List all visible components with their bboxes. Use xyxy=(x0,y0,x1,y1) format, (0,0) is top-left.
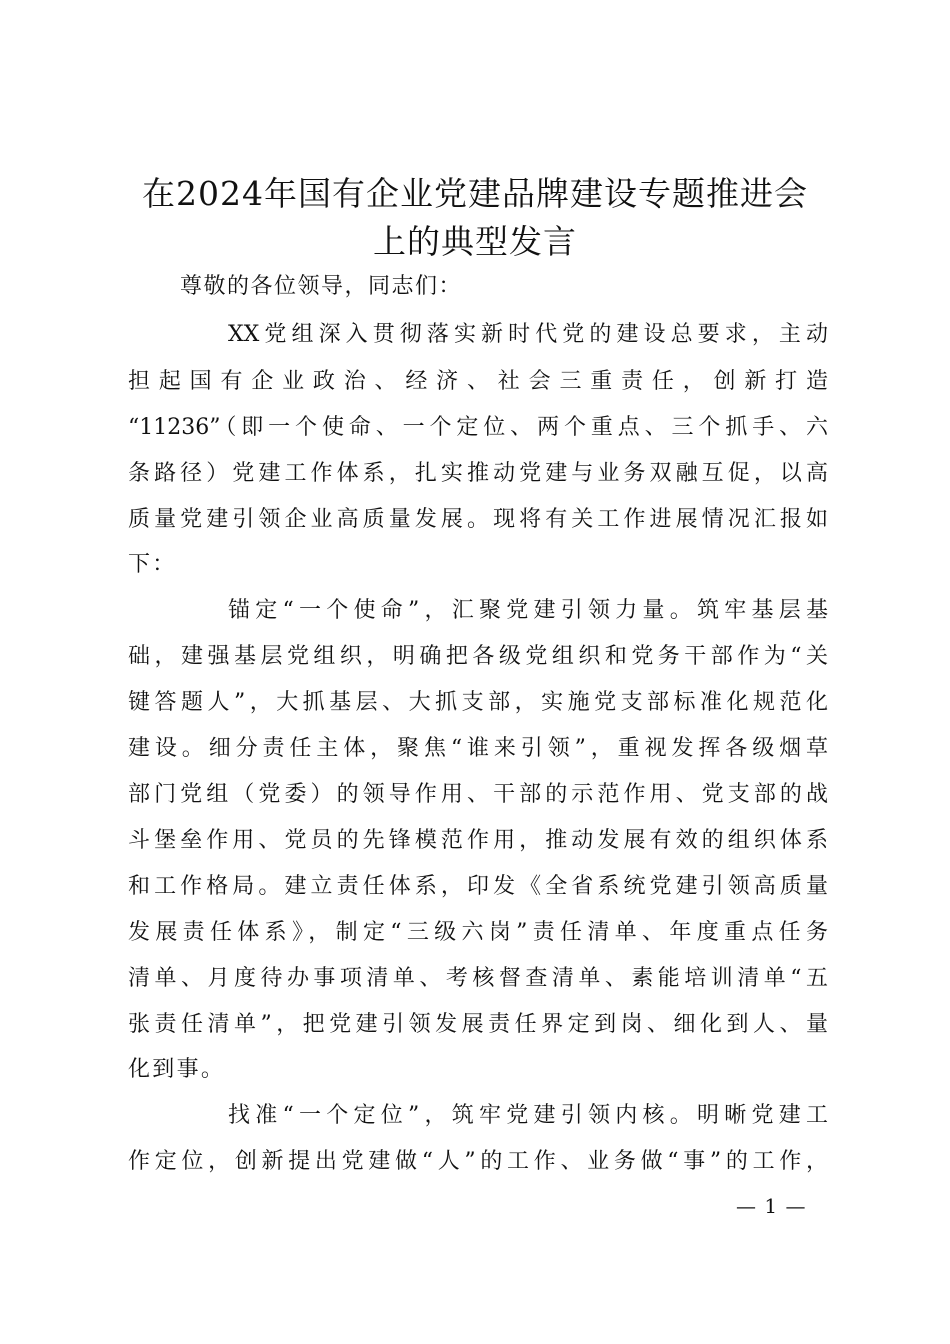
paragraph-2-line-2: 础，建强基层党组织，明确把各级党组织和党务干部作为“关 xyxy=(128,644,828,669)
paragraph-2-line-6: 斗堡垒作用、党员的先锋模范作用，推动发展有效的组织体系 xyxy=(128,828,828,853)
paragraph-2-line-3: 键答题人”，大抓基层、大抓支部，实施党支部标准化规范化 xyxy=(128,690,828,715)
paragraph-1-line-6: 下： xyxy=(128,552,177,577)
paragraph-1-line-2: 担起国有企业政治、经济、社会三重责任，创新打造 xyxy=(128,369,828,394)
paragraph-2-line-4: 建设。细分责任主体，聚焦“谁来引领”，重视发挥各级烟草 xyxy=(128,736,828,761)
paragraph-2-line-10: 张责任清单”，把党建引领发展责任界定到岗、细化到人、量 xyxy=(128,1012,828,1037)
paragraph-3-line-2: 作定位，创新提出党建做“人”的工作、业务做“事”的工作， xyxy=(128,1149,828,1174)
paragraph-2-line-5: 部门党组（党委）的领导作用、干部的示范作用、党支部的战 xyxy=(128,782,828,807)
paragraph-2-line-8: 发展责任体系》，制定“三级六岗”责任清单、年度重点任务 xyxy=(128,920,828,945)
greeting: 尊敬的各位领导，同志们： xyxy=(180,274,463,299)
paragraph-1-line-4: 条路径）党建工作体系，扎实推动党建与业务双融互促，以高 xyxy=(128,461,828,486)
paragraph-2-line-1: 锚定“一个使命”，汇聚党建引领力量。筑牢基层基 xyxy=(228,598,828,623)
paragraph-3-line-1: 找准“一个定位”，筑牢党建引领内核。明晰党建工 xyxy=(228,1103,828,1128)
paragraph-1-line-1: XX党组深入贯彻落实新时代党的建设总要求，主动 xyxy=(228,322,828,347)
paragraph-1-line-3: “11236”（即一个使命、一个定位、两个重点、三个抓手、六 xyxy=(128,415,828,440)
page-number: — 1 — xyxy=(736,1194,807,1218)
paragraph-2-line-9: 清单、月度待办事项清单、考核督查清单、素能培训清单“五 xyxy=(128,966,828,991)
paragraph-2-line-11: 化到事。 xyxy=(128,1057,226,1082)
paragraph-1-line-5: 质量党建引领企业高质量发展。现将有关工作进展情况汇报如 xyxy=(128,507,828,532)
paragraph-2-line-7: 和工作格局。建立责任体系，印发《全省系统党建引领高质量 xyxy=(128,874,828,899)
document-title-line-2: 上的典型发言 xyxy=(373,222,577,261)
document-title-line-1: 在2024年国有企业党建品牌建设专题推进会 xyxy=(142,174,808,213)
